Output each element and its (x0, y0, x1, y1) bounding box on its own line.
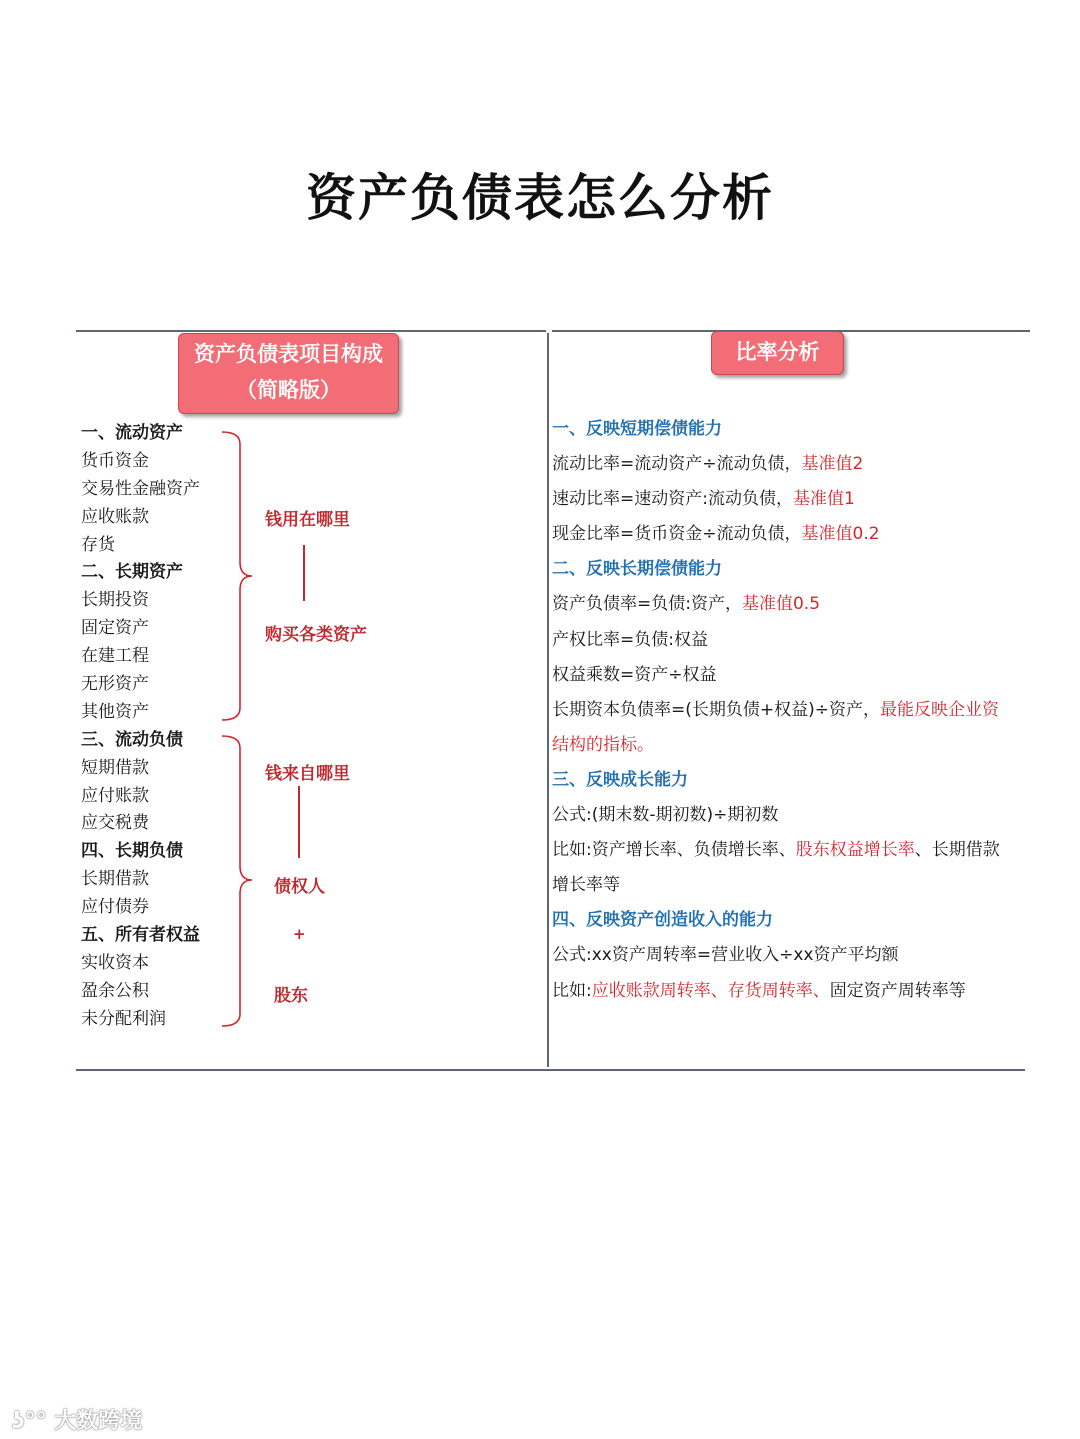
ratio-line (552, 517, 1022, 552)
line-text: 四、反映资产创造收入的能力 (552, 910, 773, 931)
ratio-line (552, 447, 1022, 482)
list-item: 交易性金融资产 (81, 478, 200, 499)
line-text: 比如:资产增长率、负债增长率、 (552, 840, 796, 861)
ratio-line (552, 728, 1022, 763)
list-item: 长期借款 (81, 869, 149, 890)
label-shareholders: 股东 (274, 986, 308, 1006)
section-heading: 四、长期负债 (81, 841, 183, 862)
list-item: 长期投资 (81, 590, 149, 611)
watermark-text: 大数跨境 (54, 1409, 143, 1434)
list-item: 应收账款 (81, 506, 149, 527)
line-text: 一、反映短期偿债能力 (552, 419, 722, 439)
ratio-line (552, 587, 1022, 622)
list-item: 实收资本 (81, 952, 149, 973)
highlight-text: 股东权益增长率 (795, 840, 915, 861)
list-item: 货币资金 (81, 450, 149, 471)
list-item: 无形资产 (81, 674, 149, 695)
highlight-text: 基准值0.2 (801, 524, 880, 545)
ratio-section-heading (552, 412, 1022, 447)
section-heading: 二、长期资产 (81, 562, 183, 583)
label-creditors: 债权人 (274, 877, 325, 897)
list-item: 短期借款 (81, 757, 149, 778)
assets-connector (303, 545, 305, 601)
section-heading: 三、流动负债 (81, 729, 183, 750)
highlight-text: 应收账款周转率、存货周转率、 (591, 980, 830, 1001)
assets-brace (218, 430, 258, 722)
list-item: 固定资产 (81, 618, 149, 639)
ratio-line (552, 938, 1022, 973)
ratio-section-heading (552, 552, 1022, 587)
list-item: 应付债券 (81, 897, 149, 918)
balance-sheet-items (81, 420, 200, 1034)
line-text: 长期资本负债率=(长期负债+权益)÷资产， (552, 699, 880, 720)
top-divider-left (76, 330, 546, 332)
line-text: 增长率等 (552, 875, 620, 896)
list-item: 应交税费 (81, 813, 149, 834)
line-text: 公式:(期末数-期初数)÷期初数 (552, 805, 779, 826)
line-text: 、长期借款 (914, 840, 1000, 861)
line-text: 产权比率=负债:权益 (552, 629, 708, 650)
liabilities-connector (298, 786, 300, 858)
line-text: 公式:xx资产周转率=营业收入÷xx资产平均额 (552, 945, 899, 966)
label-plus: + (293, 925, 306, 943)
list-item: 盈余公积 (81, 980, 149, 1001)
structure-tag-line1: 资产负债表项目构成 (194, 342, 383, 366)
line-text: 比如: (552, 980, 592, 1001)
ratio-line (552, 623, 1022, 658)
highlight-text: 基准值0.5 (741, 594, 821, 615)
list-item: 其他资产 (81, 701, 149, 722)
liabilities-equity-brace (218, 734, 258, 1028)
line-text: 现金比率=货币资金÷流动负债， (552, 524, 802, 545)
line-text: 固定资产周转率等 (829, 980, 966, 1001)
section-heading: 五、所有者权益 (81, 925, 200, 946)
label-buy-assets: 购买各类资产 (265, 625, 367, 645)
ratio-line (552, 833, 1022, 868)
ratio-analysis-list (552, 412, 1022, 1009)
ratio-line (552, 868, 1022, 903)
label-where-money-used: 钱用在哪里 (265, 510, 350, 530)
highlight-text: 结构的指标。 (552, 734, 654, 755)
highlight-text: 基准值1 (792, 489, 855, 510)
section-heading: 一、流动资产 (81, 423, 183, 443)
ratio-line (552, 693, 1022, 728)
line-text: 二、反映长期偿债能力 (552, 559, 722, 580)
list-item: 应付账款 (81, 785, 149, 806)
ratio-line (552, 798, 1022, 833)
ratio-analysis-tag: 比率分析 (711, 331, 844, 375)
structure-tag-line2: （简略版） (236, 378, 341, 402)
line-text: 资产负债率=负债:资产， (552, 594, 742, 615)
line-text: 三、反映成长能力 (552, 769, 688, 790)
ratio-section-heading (552, 763, 1022, 798)
ratio-line (552, 482, 1022, 517)
line-text: 流动比率=流动资产÷流动负债， (552, 454, 802, 475)
ratio-line (552, 974, 1022, 1009)
structure-tag (178, 333, 399, 414)
line-text: 权益乘数=资产÷权益 (552, 664, 717, 685)
list-item: 未分配利润 (81, 1008, 166, 1029)
watermark-icon: ʖ°° (12, 1409, 55, 1434)
highlight-text: 最能反映企业资 (880, 699, 999, 720)
list-item: 在建工程 (81, 646, 149, 667)
watermark (12, 1404, 142, 1435)
highlight-text: 基准值2 (801, 454, 864, 475)
ratio-section-heading (552, 903, 1022, 938)
panel-divider (547, 333, 549, 1067)
ratio-line (552, 658, 1022, 693)
page-title: 资产负债表怎么分析 (306, 169, 774, 227)
bottom-divider (76, 1069, 1025, 1071)
line-text: 速动比率=速动资产:流动负债， (552, 489, 793, 510)
label-where-money-from: 钱来自哪里 (265, 764, 350, 784)
list-item: 存货 (81, 534, 115, 555)
